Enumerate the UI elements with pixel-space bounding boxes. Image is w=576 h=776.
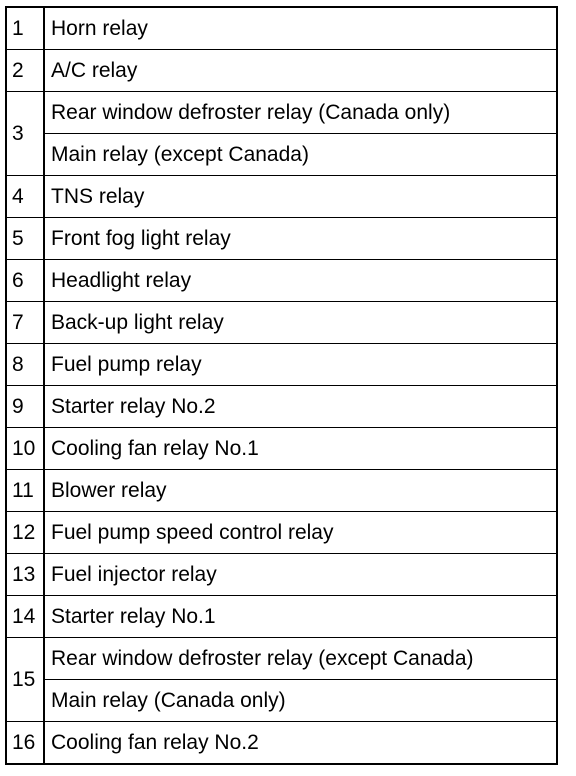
relay-number: 7 [6, 302, 44, 344]
relay-number: 2 [6, 50, 44, 92]
relay-number: 12 [6, 512, 44, 554]
relay-number: 11 [6, 470, 44, 512]
relay-description: Cooling fan relay No.2 [44, 722, 557, 765]
relay-number: 9 [6, 386, 44, 428]
relay-description: Front fog light relay [44, 218, 557, 260]
relay-number: 15 [6, 638, 44, 722]
relay-description: Rear window defroster relay (Canada only) [44, 92, 557, 134]
table-row [6, 470, 557, 512]
table-row [6, 260, 557, 302]
relay-description: Main relay (Canada only) [44, 680, 557, 722]
relay-description: TNS relay [44, 176, 557, 218]
relay-number: 3 [6, 92, 44, 176]
table-row [6, 50, 557, 92]
table-row [6, 596, 557, 638]
table-row [6, 680, 557, 722]
table-row [6, 302, 557, 344]
relay-table [5, 6, 558, 765]
table-row [6, 7, 557, 50]
relay-description: A/C relay [44, 50, 557, 92]
table-row [6, 386, 557, 428]
relay-description: Starter relay No.2 [44, 386, 557, 428]
relay-description: Main relay (except Canada) [44, 134, 557, 176]
relay-description: Blower relay [44, 470, 557, 512]
table-row [6, 134, 557, 176]
table-row [6, 176, 557, 218]
relay-description: Fuel injector relay [44, 554, 557, 596]
relay-table-body [6, 7, 557, 764]
relay-description: Horn relay [44, 7, 557, 50]
relay-description: Headlight relay [44, 260, 557, 302]
relay-number: 4 [6, 176, 44, 218]
relay-number: 13 [6, 554, 44, 596]
relay-description: Fuel pump relay [44, 344, 557, 386]
relay-description: Back-up light relay [44, 302, 557, 344]
table-row [6, 344, 557, 386]
relay-description: Starter relay No.1 [44, 596, 557, 638]
relay-number: 8 [6, 344, 44, 386]
table-row [6, 722, 557, 765]
table-row [6, 428, 557, 470]
relay-number: 6 [6, 260, 44, 302]
relay-description: Cooling fan relay No.1 [44, 428, 557, 470]
relay-description: Rear window defroster relay (except Canada) [44, 638, 557, 680]
relay-number: 16 [6, 722, 44, 765]
relay-number: 5 [6, 218, 44, 260]
table-row [6, 638, 557, 680]
relay-number: 10 [6, 428, 44, 470]
table-row [6, 512, 557, 554]
table-row [6, 218, 557, 260]
relay-description: Fuel pump speed control relay [44, 512, 557, 554]
table-row [6, 554, 557, 596]
relay-number: 14 [6, 596, 44, 638]
table-row [6, 92, 557, 134]
relay-number: 1 [6, 7, 44, 50]
